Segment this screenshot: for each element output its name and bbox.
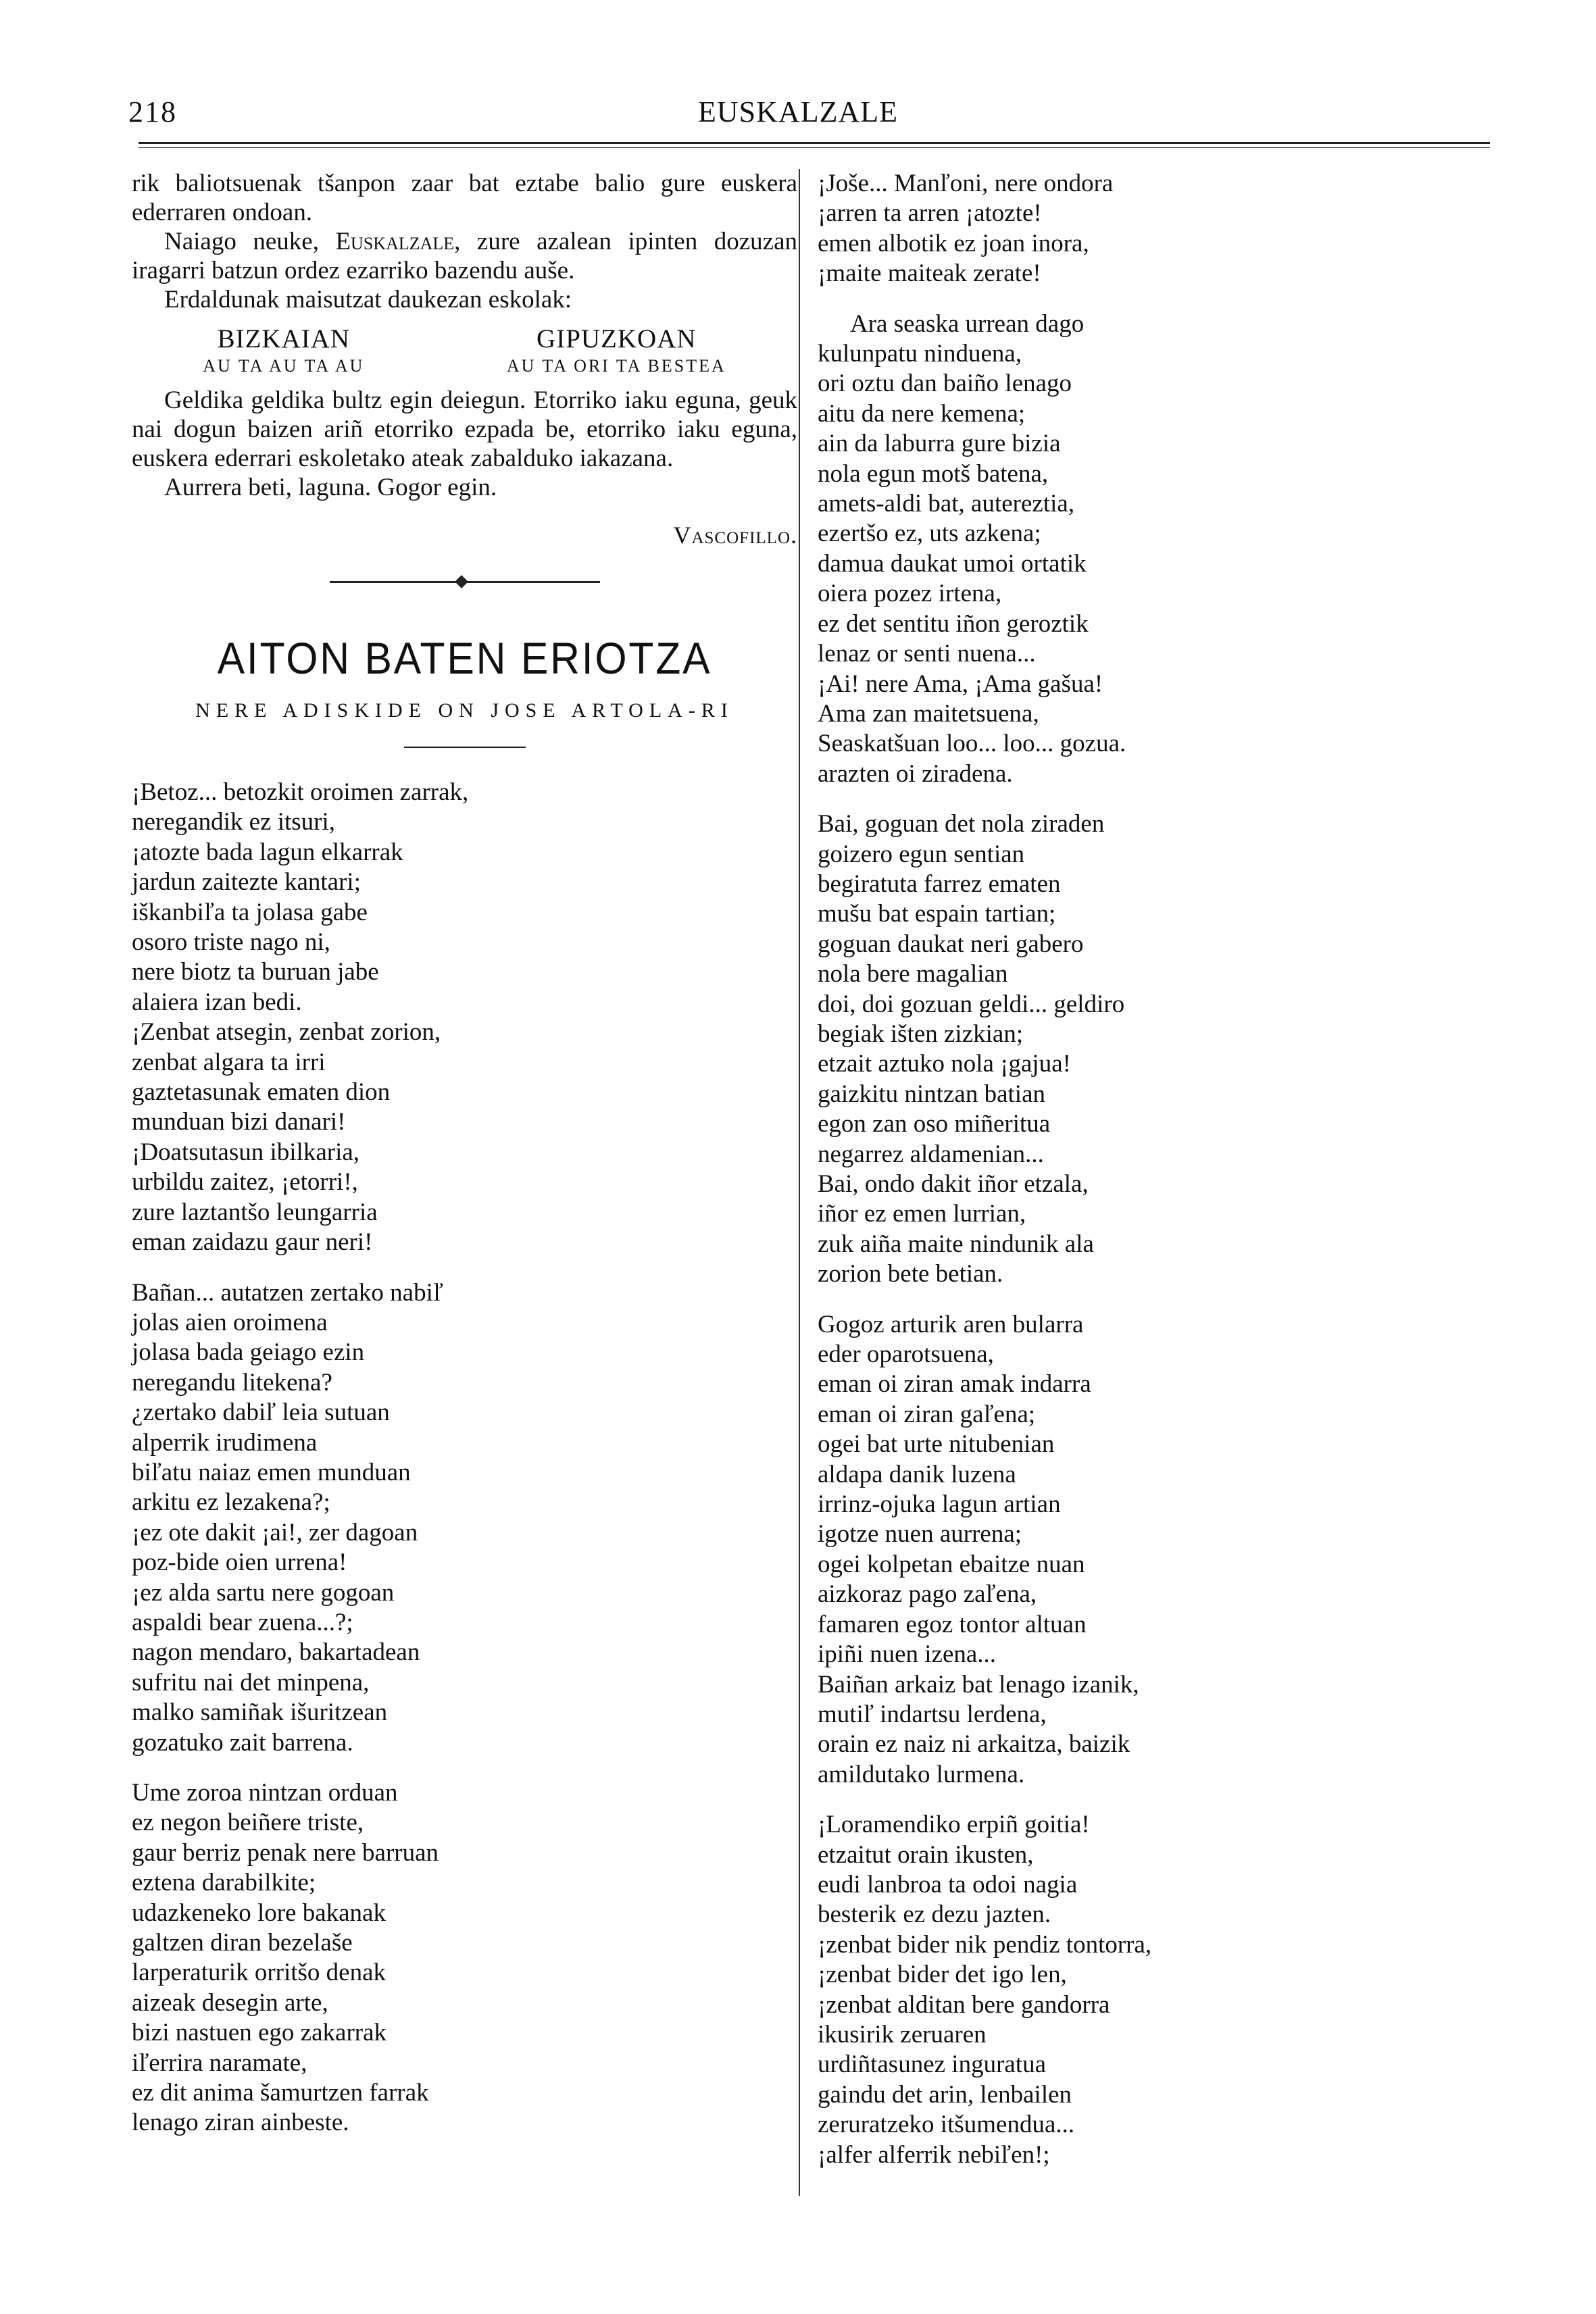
poem-stanza (818, 1310, 1237, 1790)
poem-line: Gogoz arturik aren bularra (818, 1310, 1084, 1338)
page-number: 218 (128, 95, 177, 128)
poem-line: galtzen diran bezelaše (132, 1929, 353, 1957)
right-column (818, 169, 1237, 2170)
poem-line: Bai, ondo dakit iñor etzala, (818, 1170, 1089, 1198)
letter-paragraph: Aurrera beti, laguna. Gogor egin. (164, 474, 497, 501)
letter-text-run: Naiago neuke, (164, 228, 336, 255)
poem-line: lenago ziran ainbeste. (132, 2109, 349, 2137)
poem-line: jardun zaitezte kantari; (132, 868, 361, 897)
poem-stanza (818, 169, 1237, 289)
title-rule (404, 747, 526, 748)
poem-line: ogei kolpetan ebaitze nuan (818, 1550, 1085, 1578)
poem-line: ez negon beiñere triste, (132, 1809, 364, 1837)
poem-line: etzait aztuko nola ¡gajua! (818, 1050, 1071, 1078)
dialect-bizkaian (203, 324, 364, 378)
poem-line: zuk aiña maite nindunik ala (818, 1230, 1094, 1258)
poem-line: damua daukat umoi ortatik (818, 549, 1087, 578)
poem-line: mušu bat espain tartian; (818, 900, 1056, 928)
poem-line: zure laztantšo leungarria (132, 1198, 378, 1226)
left-column (132, 169, 797, 2138)
poem-line: Bai, goguan det nola ziraden (818, 810, 1105, 838)
poem-line: ¡atozte bada lagun elkarrak (132, 838, 403, 866)
poem-line: ¡Doatsutasun ibilkaria, (132, 1138, 360, 1166)
poem-line: begiratuta farrez ematen (818, 870, 1061, 898)
poem-line: aitu da nere kemena; (818, 399, 1026, 428)
poem-stanza (132, 778, 797, 1258)
poem-dedication: NERE ADISKIDE ON JOSE ARTOLA-RI (195, 699, 734, 722)
poem-line: ¡Zenbat atsegin, zenbat zorion, (132, 1018, 441, 1047)
poem-line: etzaitut orain ikusten, (818, 1840, 1034, 1869)
poem-line: ¿zertako dabiľ leia sutuan (132, 1399, 390, 1427)
header-rule (139, 142, 1490, 144)
poem-line: goizero egun sentian (818, 840, 1025, 868)
column-divider (799, 169, 800, 2196)
letter-text-continued (132, 386, 797, 502)
poem-line: iškanbiľa ta jolasa gabe (132, 898, 368, 926)
poem-line: alperrik irudimena (132, 1428, 318, 1457)
poem-stanza (818, 809, 1237, 1290)
poem-line: irrinz-ojuka lagun artian (818, 1490, 1061, 1519)
poem-line: ¡zenbat alditan bere gandorra (818, 1990, 1110, 2019)
poem-line: begiak išten zizkian; (818, 1020, 1024, 1048)
poem-line: goguan daukat neri gabero (818, 930, 1084, 958)
poem-line: nagon mendaro, bakartadean (132, 1638, 420, 1667)
section-ornament (330, 575, 600, 588)
letter-paragraph: Erdaldunak maisutzat daukezan eskolak: (164, 286, 572, 313)
poem-line: ¡Loramendiko erpiñ goitia! (818, 1811, 1090, 1839)
header-rule-thin (139, 147, 1490, 148)
poem-line: ogei bat urte nitubenian (818, 1430, 1055, 1459)
poem-line: gaindu det arin, lenbailen (818, 2080, 1072, 2109)
poem-line: jolas aien oroimena (132, 1308, 328, 1336)
poem-line: urbildu zaitez, ¡etorri!, (132, 1168, 358, 1197)
poem-line: ipiñi nuen izena... (818, 1640, 997, 1669)
poem-line: malko samiñak išuritzean (132, 1699, 388, 1727)
poem-line: jolasa bada geiago ezin (132, 1338, 365, 1367)
poem-stanza (818, 309, 1237, 790)
poem-line: ¡ez alda sartu nere gogoan (132, 1578, 395, 1607)
poem-line: Ama zan maitetsuena, (818, 699, 1039, 728)
poem-line: ¡zenbat bider nik pendiz tontorra, (818, 1930, 1152, 1959)
poem-line: eman oi ziran amak indarra (818, 1370, 1091, 1399)
poem-line: nere biotz ta buruan jabe (132, 958, 379, 986)
poem-line: besterik ez dezu jazten. (818, 1901, 1051, 1929)
poem-line: eman zaidazu gaur neri! (132, 1228, 373, 1257)
poem-line: neregandu litekena? (132, 1368, 332, 1397)
poem-line: amildutako lurmena. (818, 1760, 1025, 1788)
letter-signature: Vascofillo. (673, 522, 797, 549)
poem-line: ez dit anima šamurtzen farrak (132, 2079, 429, 2107)
dialect-forms: AU TA ORI TA BESTEA (506, 356, 726, 376)
poem-line: Seaskatšuan loo... loo... gozua. (818, 730, 1126, 758)
poem-line: kulunpatu ninduena, (818, 340, 1022, 368)
poem-line: negarrez aldamenian... (818, 1140, 1044, 1168)
poem-line: aspaldi bear zuena...?; (132, 1608, 353, 1636)
poem-line: ezertšo ez, uts azkena; (818, 520, 1041, 548)
poem-line: ez det sentitu iñon geroztik (818, 609, 1089, 638)
poem-stanza (132, 1778, 797, 2138)
poem-line: arazten oi ziradena. (818, 759, 1013, 788)
letter-paragraph: Geldika geldika bultz egin deiegun. Etorriko iaku eguna, geuk nai dogun baizen ariñ etorriko ezpada be, etorriko iaku eguna, euskera ederrari eskoletako ateak zabalduko iakazana. (132, 386, 797, 472)
dialect-comparison (132, 324, 797, 378)
poem-line: ori oztu dan baiño lenago (818, 370, 1072, 398)
poem-line: zeruratzeko itšumendua... (818, 2111, 1075, 2139)
poem-line: ¡Ai! nere Ama, ¡Ama gašua! (818, 670, 1103, 698)
poem-line: osoro triste nago ni, (132, 928, 330, 957)
poem-line: orain ez naiz ni arkaitza, baizik (818, 1730, 1130, 1759)
poem-line: ¡Jošе... Manľoni, nere ondora (818, 170, 1114, 197)
poem-line: ikusirik zeruaren (818, 2020, 987, 2048)
poem-line: larperaturik orritšo denak (132, 1959, 386, 1987)
poem-line: zenbat algara ta irri (132, 1048, 326, 1076)
poem-line: zorion bete betian. (818, 1260, 1003, 1288)
poem-line: poz-bide oien urrena! (132, 1549, 347, 1577)
poem-line: iñor ez emen lurrian, (818, 1200, 1026, 1228)
poem-line: eudi lanbroa ta odoi nagia (818, 1870, 1078, 1898)
poem-line: ain da laburra gure bizia (818, 430, 1061, 458)
poem-line: ¡maite maiteak zerate! (818, 259, 1041, 288)
letter-text-run: , zure azalean ipinten dozuzan iragarri batzun ordez ezarriko bazendu auše. (132, 228, 797, 284)
poem-line: doi, doi gozuan geldi... geldiro (818, 990, 1125, 1018)
poem-line: bizi nastuen ego zakarrak (132, 2019, 387, 2047)
poem-title: AITON BATEN ERIOTZA (217, 633, 712, 683)
poem-line: Ara seaska urrean dago (850, 309, 1084, 338)
poem-line: eztena darabilkite; (132, 1869, 316, 1897)
poem-stanza (132, 1278, 797, 1759)
poem-line: egon zan oso miñeritua (818, 1110, 1051, 1138)
poem-line: amets-aldi bat, autereztia, (818, 490, 1075, 518)
poem-line: arkitu ez lezakena?; (132, 1488, 330, 1517)
poem-line: ¡arren ta arren ¡atozte! (818, 199, 1042, 228)
dialect-gipuzkoan (507, 324, 726, 378)
letter-paragraph: rik baliotsuenak tšanpon zaar bat eztabe balio gure euskera ederraren ondoan. (132, 170, 797, 226)
poem-line: mutiľ indartsu lerdena, (818, 1700, 1047, 1728)
poem-line: aizeak desegin arte, (132, 1988, 328, 2017)
dialect-forms: AU TA AU TA AU (203, 356, 365, 376)
poem-line: sufritu nai det minpena, (132, 1668, 370, 1696)
poem-line: neregandik ez itsuri, (132, 808, 336, 836)
poem-line: ¡zenbat bider det igo len, (818, 1961, 1067, 1989)
letter-paragraph (132, 227, 797, 285)
running-head (128, 95, 1468, 142)
poem-line: gaizkitu nintzan batian (818, 1080, 1045, 1108)
journal-name-inline: Euskalzale (335, 228, 455, 255)
poem-line: igotze nuen aurrena; (818, 1520, 1022, 1549)
poem-line: iľerrira naramate, (132, 2048, 307, 2077)
poem-line: ¡Betoz... betozkit oroimen zarrak, (132, 778, 469, 806)
dialect-name: BIZKAIAN (217, 324, 351, 353)
poem-line: Bañan... autatzen zertako nabiľ (132, 1278, 443, 1307)
poem-line: nola egun motš batena, (818, 459, 1049, 488)
poem-line: ¡ez ote dakit ¡ai!, zer dagoan (132, 1518, 418, 1546)
poem-line: gaztetasunak ematen dion (132, 1078, 391, 1107)
poem-line: udazkeneko lore bakanak (132, 1898, 386, 1927)
poem-line: famaren egoz tontor altuan (818, 1610, 1087, 1638)
dialect-name: GIPUZKOAN (537, 324, 697, 353)
poem-line: aldapa danik luzena (818, 1460, 1016, 1488)
poem-stanza (818, 1810, 1237, 2170)
poem-line: ¡alfer alferrik nebiľen!; (818, 2140, 1050, 2169)
poem-line: alaiera izan bedi. (132, 988, 302, 1016)
poem-line: gozatuko zait barrena. (132, 1728, 353, 1757)
journal-title: EUSKALZALE (698, 95, 898, 128)
poem-line: munduan bizi danari! (132, 1108, 346, 1136)
poem-line: emen albotik ez joan inora, (818, 229, 1089, 257)
letter-text (132, 169, 797, 314)
poem-line: eman oi ziran gaľena; (818, 1400, 1036, 1428)
left-poem (132, 778, 797, 2138)
poem-line: urdiñtasunez inguratua (818, 2051, 1047, 2079)
poem-line: lenaz or senti nuena... (818, 640, 1036, 668)
poem-line: oiera pozez irtena, (818, 580, 1002, 608)
poem-line: Baiñan arkaiz bat lenago izanik, (818, 1670, 1139, 1699)
diamond-icon (455, 575, 468, 588)
poem-line: gaur berriz penak nere barruan (132, 1838, 439, 1867)
poem-line: Ume zoroa nintzan orduan (132, 1779, 398, 1807)
right-poem (818, 169, 1237, 2170)
poem-line: aizkoraz pago zaľena, (818, 1580, 1037, 1609)
poem-line: nola bere magalian (818, 960, 1008, 988)
poem-line: biľatu naiaz emen munduan (132, 1458, 411, 1486)
poem-line: eder oparotsuena, (818, 1340, 994, 1369)
